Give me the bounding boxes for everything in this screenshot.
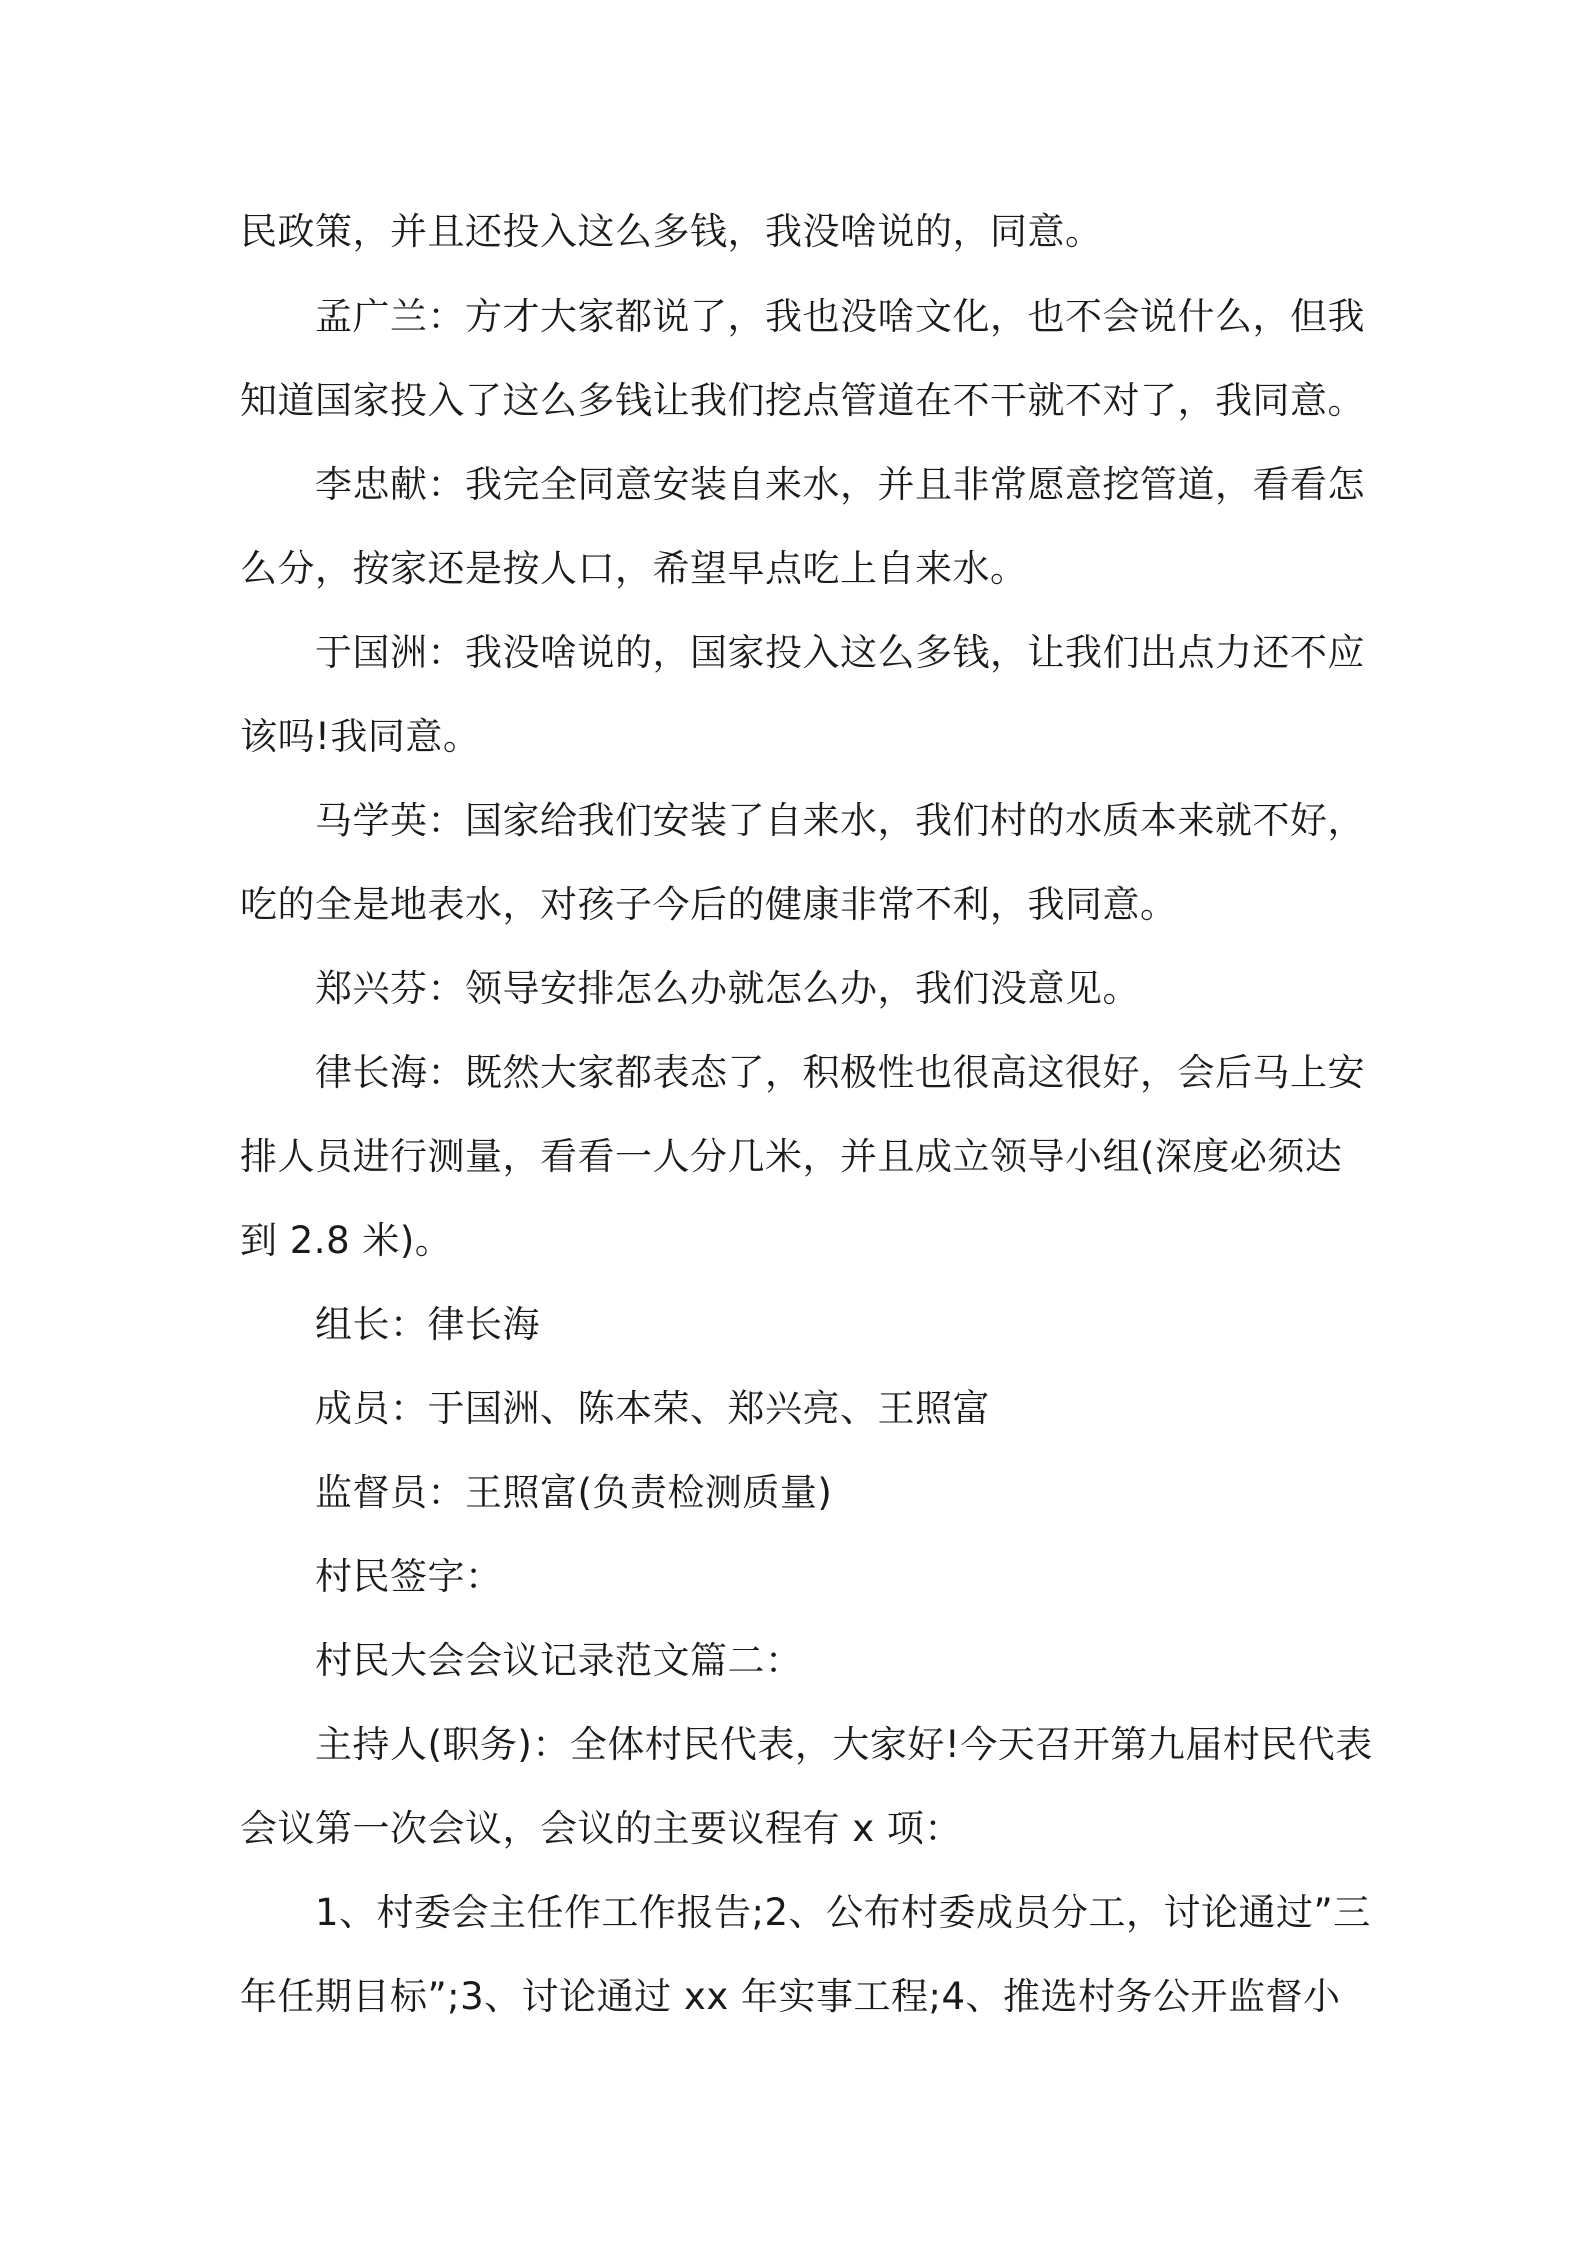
text-line: 1、村委会主任作工作报告;2、公布村委成员分工，讨论通过”三 — [315, 1891, 1371, 1934]
text-line: 主持人(职务)：全体村民代表，大家好!今天召开第九届村民代表 — [315, 1723, 1373, 1766]
text-line: 监督员：王照富(负责检测质量) — [315, 1471, 833, 1514]
text-line: 律长海：既然大家都表态了，积极性也很高这很好，会后马上安 — [315, 1051, 1365, 1094]
text-line: 到 2.8 米)。 — [240, 1219, 453, 1262]
text-line: 郑兴芬：领导安排怎么办就怎么办，我们没意见。 — [315, 967, 1140, 1010]
text-line: 成员：于国洲、陈本荣、郑兴亮、王照富 — [315, 1387, 990, 1430]
text-line: 村民大会会议记录范文篇二： — [315, 1639, 803, 1682]
text-line: 组长：律长海 — [315, 1303, 540, 1346]
text-line: 排人员进行测量，看看一人分几米，并且成立领导小组(深度必须达 — [240, 1135, 1343, 1178]
text-line: 民政策，并且还投入这么多钱，我没啥说的，同意。 — [240, 210, 1103, 253]
text-line: 马学英：国家给我们安装了自来水，我们村的水质本来就不好， — [315, 799, 1365, 842]
text-line: 于国洲：我没啥说的，国家投入这么多钱，让我们出点力还不应 — [315, 631, 1365, 674]
text-line: 该吗!我同意。 — [240, 715, 481, 758]
text-line: 村民签字： — [315, 1555, 503, 1598]
text-line: 吃的全是地表水，对孩子今后的健康非常不利，我同意。 — [240, 883, 1178, 926]
text-line: 知道国家投入了这么多钱让我们挖点管道在不干就不对了，我同意。 — [240, 379, 1365, 422]
text-line: 孟广兰：方才大家都说了，我也没啥文化，也不会说什么，但我 — [315, 295, 1365, 338]
text-line: 年任期目标”;3、讨论通过 xx 年实事工程;4、推选村务公开监督小 — [240, 1975, 1341, 2018]
text-line: 么分，按家还是按人口，希望早点吃上自来水。 — [240, 547, 1028, 590]
text-line: 会议第一次会议，会议的主要议程有 x 项： — [240, 1807, 962, 1850]
text-line: 李忠献：我完全同意安装自来水，并且非常愿意挖管道，看看怎 — [315, 463, 1365, 506]
